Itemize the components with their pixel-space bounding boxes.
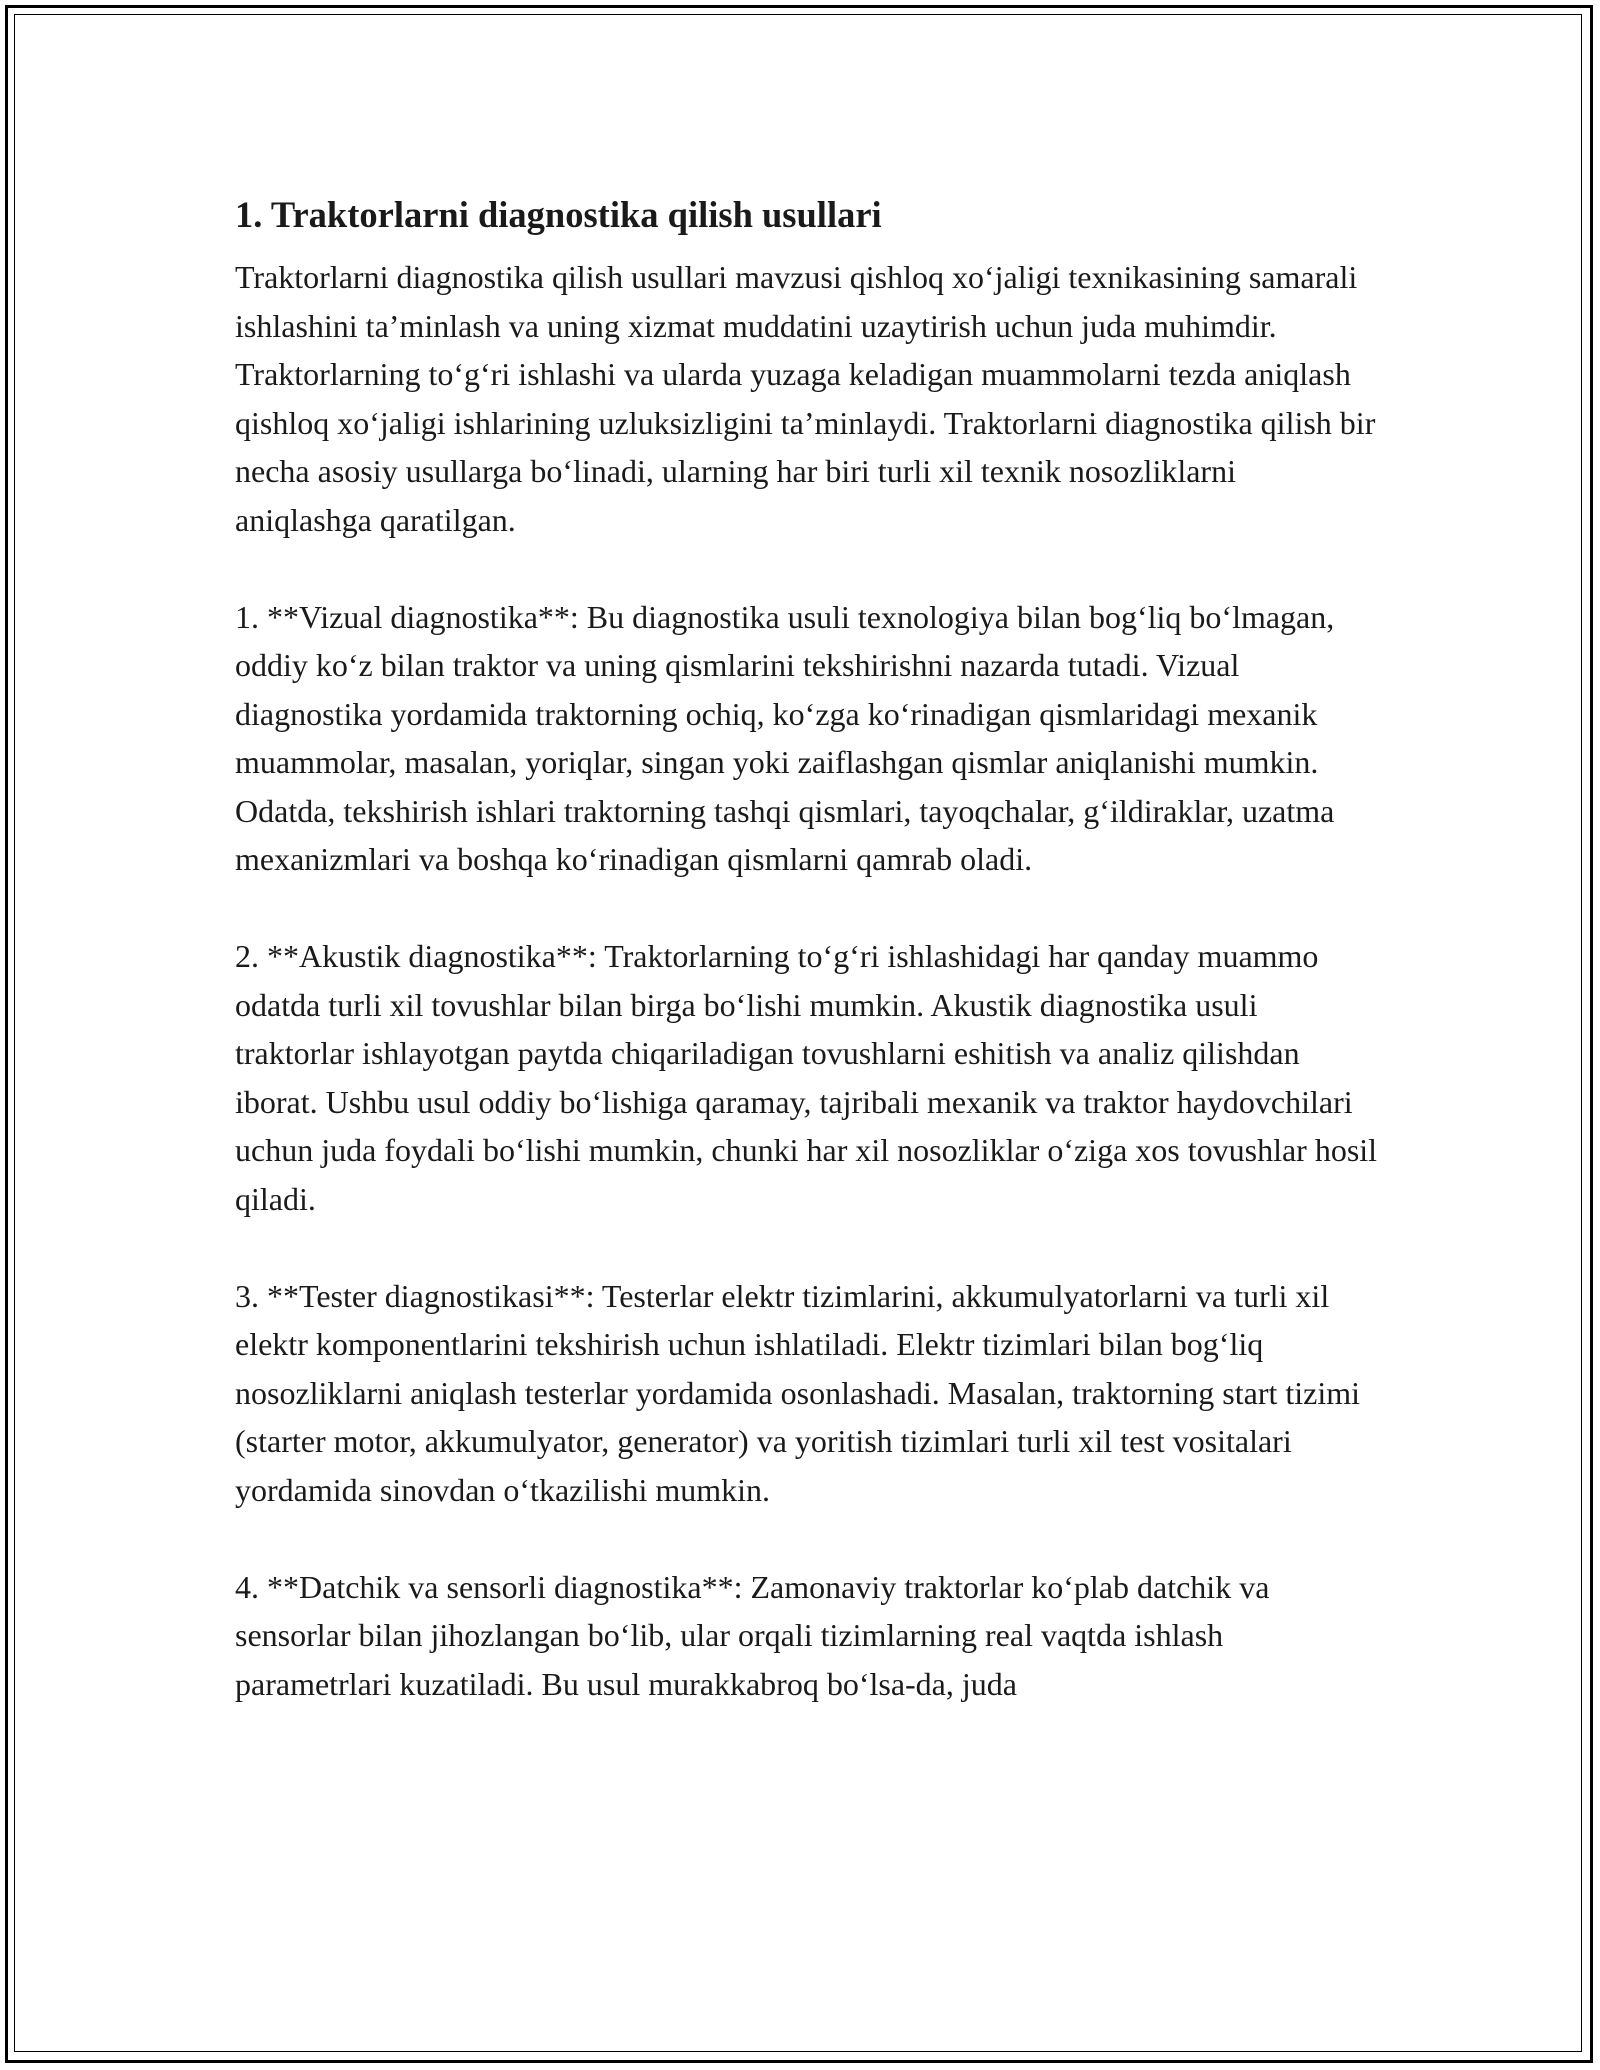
paragraph-sensor-diagnostics: 4. **Datchik va sensorli diagnostika**: Zamonaviy traktorlar ko‘plab datchik va sensorlar bilan jihozlangan bo‘lib, ular orqali tizimlarning real vaqtda ishlash parametrlari kuzatiladi. Bu usul murakkabroq bo‘lsa-da, juda bbox=[235, 1568, 1270, 1702]
section-heading: 1. Traktorlarni diagnostika qilish usullari bbox=[235, 194, 882, 235]
document-body bbox=[235, 185, 1380, 1708]
paragraph-visual-diagnostics: 1. **Vizual diagnostika**: Bu diagnostika usuli texnologiya bilan bog‘liq bo‘lmagan, oddiy ko‘z bilan traktor va uning qismlarini tekshirishni nazarda tutadi. Vizual diagnostika yordamida traktorning ochiq, ko‘zga ko‘rinadigan qismlaridagi mexanik muammolar, masalan, yoriqlar, singan yoki zaiflashgan qismlar aniqlanishi mumkin. Odatda, tekshirish ishlari traktorning tashqi qismlari, tayoqchalar, g‘ildiraklar, uzatma mexanizmlari va boshqa ko‘rinadigan qismlarni qamrab oladi. bbox=[235, 598, 1335, 877]
paragraph-acoustic-diagnostics: 2. **Akustik diagnostika**: Traktorlarning to‘g‘ri ishlashidagi har qanday muammo odatda turli xil tovushlar bilan birga bo‘lishi mumkin. Akustik diagnostika usuli traktorlar ishlayotgan paytda chiqariladigan tovushlarni eshitish va analiz qilishdan iborat. Ushbu usul oddiy bo‘lishiga qaramay, tajribali mexanik va traktor haydovchilari uchun juda foydali bo‘lishi mumkin, chunki har xil nosozliklar o‘ziga xos tovushlar hosil qiladi. bbox=[235, 938, 1378, 1217]
paragraph-tester-diagnostics: 3. **Tester diagnostikasi**: Testerlar elektr tizimlarini, akkumulyatorlarni va turli xil elektr komponentlarini tekshirish uchun ishlatiladi. Elektr tizimlari bilan bog‘liq nosozliklarni aniqlash testerlar yordamida osonlashadi. Masalan, traktorning start tizimi (starter motor, akkumulyator, generator) va yoritish tizimlari turli xil test vositalari yordamida sinovdan o‘tkazilishi mumkin. bbox=[235, 1277, 1361, 1508]
intro-paragraph: Traktorlarni diagnostika qilish usullari mavzusi qishloq xo‘jaligi texnikasining samarali ishlashini ta’minlash va uning xizmat muddatini uzaytirish uchun juda muhimdir. Traktorlarning to‘g‘ri ishlashi va ularda yuzaga keladigan muammolarni tezda aniqlash qishloq xo‘jaligi ishlarining uzluksizligini ta’minlaydi. Traktorlarni diagnostika qilish bir necha asosiy usullarga bo‘linadi, ularning har biri turli xil texnik nosozliklarni aniqlashga qaratilgan. bbox=[235, 259, 1376, 538]
